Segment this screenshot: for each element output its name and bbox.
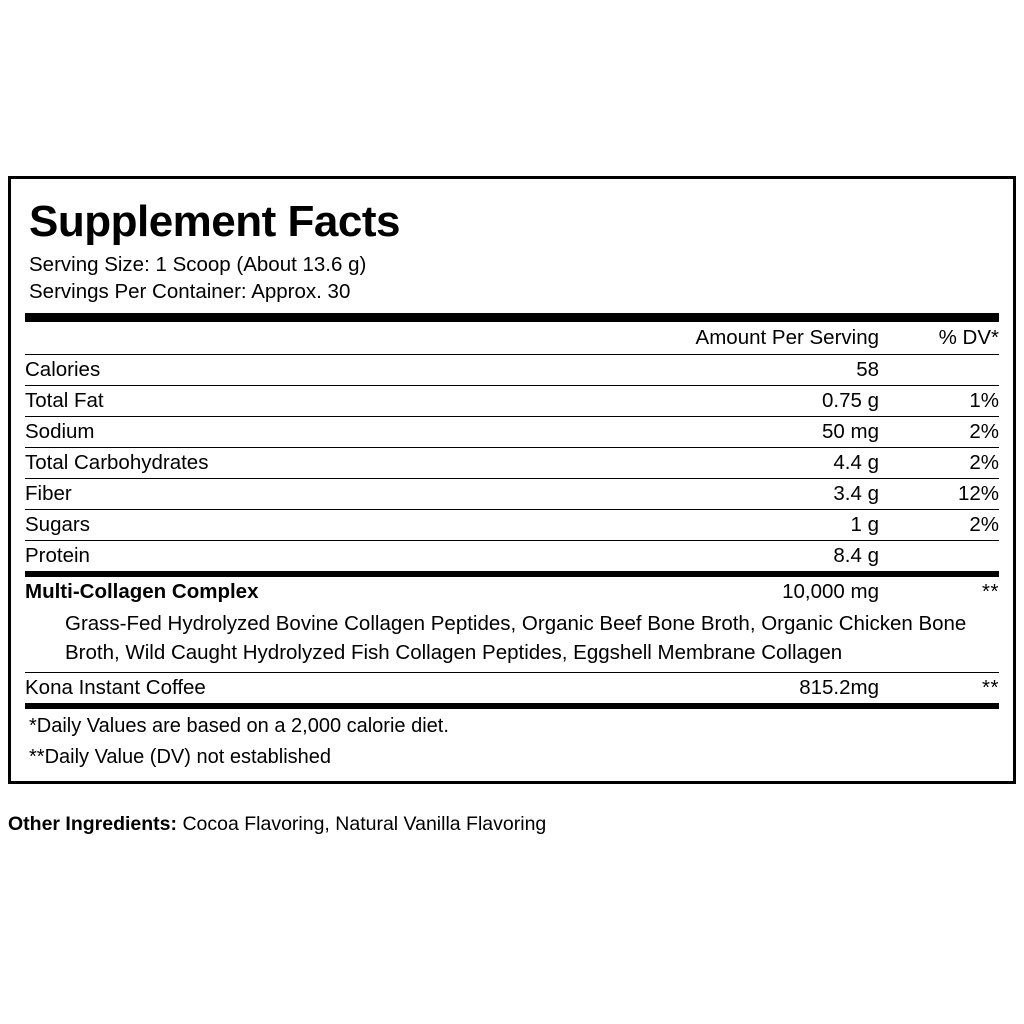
blend-row bbox=[25, 577, 999, 607]
row-amount-sugars: 1 g bbox=[609, 510, 879, 541]
divider-thick-top bbox=[25, 313, 999, 322]
nutrition-table bbox=[25, 322, 999, 571]
blend-ingredients: Grass-Fed Hydrolyzed Bovine Collagen Peptides, Organic Beef Bone Broth, Organic Chicken Bone Broth, Wild Caught Hydrolyzed Fish Collagen Peptides, Eggshell Membrane Collagen bbox=[65, 612, 967, 665]
blend-dv: ** bbox=[982, 580, 999, 604]
blend-table bbox=[25, 577, 999, 607]
page-title: Supplement Facts bbox=[29, 197, 400, 246]
row-name-fiber: Fiber bbox=[25, 479, 609, 510]
table-row bbox=[25, 386, 999, 417]
table-row bbox=[25, 673, 999, 703]
supplement-facts-panel bbox=[8, 176, 1016, 784]
row-dv-sugars: 2% bbox=[879, 510, 999, 541]
table-row bbox=[25, 355, 999, 386]
row-dv-fiber: 12% bbox=[879, 479, 999, 510]
row-dv-protein bbox=[879, 541, 999, 572]
header-blank bbox=[25, 322, 609, 355]
row-name-sodium: Sodium bbox=[25, 417, 609, 448]
footnote-daily-values: *Daily Values are based on a 2,000 calorie diet. bbox=[29, 714, 449, 737]
table-row bbox=[25, 448, 999, 479]
row-amount-calories: 58 bbox=[609, 355, 879, 386]
row-name-sugars: Sugars bbox=[25, 510, 609, 541]
row-dv-total-fat: 1% bbox=[879, 386, 999, 417]
row-amount-kona-instant-coffee: 815.2mg bbox=[799, 675, 879, 699]
table-row bbox=[25, 417, 999, 448]
header-percent-dv: % DV* bbox=[879, 322, 999, 355]
row-name-calories: Calories bbox=[25, 355, 609, 386]
row-dv-kona-instant-coffee: ** bbox=[982, 675, 999, 699]
row-name-total-fat: Total Fat bbox=[25, 386, 609, 417]
header-amount-per-serving: Amount Per Serving bbox=[609, 322, 879, 355]
other-ingredients-label: Other Ingredients: bbox=[8, 813, 178, 835]
row-dv-sodium: 2% bbox=[879, 417, 999, 448]
extra-table bbox=[25, 673, 999, 703]
table-row bbox=[25, 479, 999, 510]
servings-per-container-line: Servings Per Container: Approx. 30 bbox=[29, 280, 351, 304]
table-row bbox=[25, 510, 999, 541]
other-ingredients bbox=[8, 812, 1016, 837]
other-ingredients-value: Cocoa Flavoring, Natural Vanilla Flavoring bbox=[177, 813, 547, 835]
table-row bbox=[25, 541, 999, 572]
footnote-dv-not-established: **Daily Value (DV) not established bbox=[29, 745, 332, 768]
blend-name: Multi-Collagen Complex bbox=[25, 580, 259, 604]
row-amount-total-fat: 0.75 g bbox=[609, 386, 879, 417]
row-amount-total-carbohydrates: 4.4 g bbox=[609, 448, 879, 479]
row-name-protein: Protein bbox=[25, 544, 90, 568]
row-name-total-carbohydrates: Total Carbohydrates bbox=[25, 448, 609, 479]
row-amount-protein: 8.4 g bbox=[833, 544, 879, 568]
row-dv-calories bbox=[879, 355, 999, 386]
serving-size-line: Serving Size: 1 Scoop (About 13.6 g) bbox=[29, 253, 367, 277]
table-header-row bbox=[25, 322, 999, 355]
blend-amount: 10,000 mg bbox=[782, 580, 879, 604]
row-name-kona-instant-coffee: Kona Instant Coffee bbox=[25, 675, 206, 699]
row-amount-sodium: 50 mg bbox=[609, 417, 879, 448]
row-amount-fiber: 3.4 g bbox=[609, 479, 879, 510]
row-dv-total-carbohydrates: 2% bbox=[879, 448, 999, 479]
